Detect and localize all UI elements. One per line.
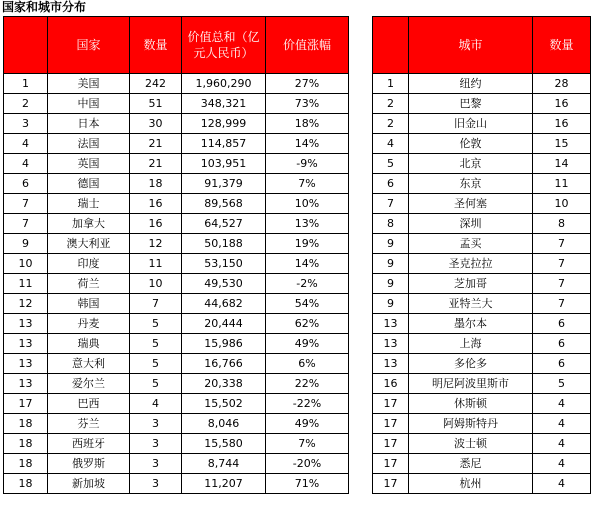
rank-cell: 6 <box>373 174 409 194</box>
header-count: 数量 <box>533 17 591 74</box>
rank-cell: 17 <box>373 414 409 434</box>
total-value-cell: 16,766 <box>182 354 266 374</box>
country-cell: 法国 <box>48 134 130 154</box>
total-value-cell: 15,580 <box>182 434 266 454</box>
country-cell: 印度 <box>48 254 130 274</box>
header-total-value: 价值总和（亿元人民币） <box>182 17 266 74</box>
table-row <box>373 414 591 434</box>
rank-cell: 13 <box>373 354 409 374</box>
country-cell: 德国 <box>48 174 130 194</box>
total-value-cell: 8,046 <box>182 414 266 434</box>
city-distribution-table <box>372 16 591 494</box>
count-cell: 3 <box>130 454 182 474</box>
value-growth-cell: 18% <box>266 114 349 134</box>
country-cell: 西班牙 <box>48 434 130 454</box>
country-table-header <box>4 17 349 74</box>
total-value-cell: 53,150 <box>182 254 266 274</box>
page-title: 国家和城市分布 <box>2 0 87 14</box>
rank-cell: 13 <box>4 334 48 354</box>
count-cell: 5 <box>533 374 591 394</box>
value-growth-cell: 22% <box>266 374 349 394</box>
city-cell: 圣克拉拉 <box>409 254 533 274</box>
country-cell: 俄罗斯 <box>48 454 130 474</box>
table-row <box>373 134 591 154</box>
table-row <box>373 234 591 254</box>
table-row <box>4 254 349 274</box>
count-cell: 18 <box>130 174 182 194</box>
city-cell: 波士顿 <box>409 434 533 454</box>
city-table-header <box>373 17 591 74</box>
value-growth-cell: -20% <box>266 454 349 474</box>
count-cell: 16 <box>533 94 591 114</box>
country-cell: 日本 <box>48 114 130 134</box>
city-cell: 圣何塞 <box>409 194 533 214</box>
city-cell: 亚特兰大 <box>409 294 533 314</box>
count-cell: 6 <box>533 314 591 334</box>
city-cell: 东京 <box>409 174 533 194</box>
table-row <box>4 234 349 254</box>
table-row <box>373 474 591 494</box>
rank-cell: 1 <box>373 74 409 94</box>
table-row <box>373 154 591 174</box>
count-cell: 14 <box>533 154 591 174</box>
rank-cell: 17 <box>373 434 409 454</box>
table-row <box>4 314 349 334</box>
count-cell: 3 <box>130 474 182 494</box>
table-row <box>4 94 349 114</box>
rank-cell: 2 <box>373 114 409 134</box>
value-growth-cell: -2% <box>266 274 349 294</box>
country-cell: 意大利 <box>48 354 130 374</box>
rank-cell: 13 <box>373 334 409 354</box>
count-cell: 7 <box>533 234 591 254</box>
rank-cell: 16 <box>373 374 409 394</box>
table-row <box>373 254 591 274</box>
table-row <box>4 454 349 474</box>
total-value-cell: 103,951 <box>182 154 266 174</box>
city-cell: 纽约 <box>409 74 533 94</box>
header-rank <box>4 17 48 74</box>
total-value-cell: 49,530 <box>182 274 266 294</box>
city-cell: 多伦多 <box>409 354 533 374</box>
table-row <box>373 194 591 214</box>
rank-cell: 13 <box>4 374 48 394</box>
city-cell: 明尼阿波里斯市 <box>409 374 533 394</box>
count-cell: 16 <box>130 214 182 234</box>
table-row <box>4 434 349 454</box>
rank-cell: 12 <box>4 294 48 314</box>
rank-cell: 3 <box>4 114 48 134</box>
total-value-cell: 44,682 <box>182 294 266 314</box>
value-growth-cell: 7% <box>266 174 349 194</box>
rank-cell: 2 <box>373 94 409 114</box>
table-row <box>373 274 591 294</box>
rank-cell: 9 <box>4 234 48 254</box>
rank-cell: 9 <box>373 254 409 274</box>
count-cell: 5 <box>130 334 182 354</box>
table-row <box>4 174 349 194</box>
value-growth-cell: 19% <box>266 234 349 254</box>
rank-cell: 6 <box>4 174 48 194</box>
rank-cell: 5 <box>373 154 409 174</box>
total-value-cell: 89,568 <box>182 194 266 214</box>
table-row <box>4 214 349 234</box>
table-row <box>4 334 349 354</box>
rank-cell: 4 <box>4 154 48 174</box>
table-row <box>373 294 591 314</box>
city-cell: 墨尔本 <box>409 314 533 334</box>
city-cell: 上海 <box>409 334 533 354</box>
rank-cell: 18 <box>4 454 48 474</box>
city-cell: 北京 <box>409 154 533 174</box>
table-row <box>373 174 591 194</box>
rank-cell: 17 <box>373 474 409 494</box>
rank-cell: 10 <box>4 254 48 274</box>
rank-cell: 7 <box>373 194 409 214</box>
count-cell: 51 <box>130 94 182 114</box>
country-distribution-table <box>3 16 349 494</box>
count-cell: 242 <box>130 74 182 94</box>
country-cell: 荷兰 <box>48 274 130 294</box>
header-country: 国家 <box>48 17 130 74</box>
count-cell: 11 <box>533 174 591 194</box>
count-cell: 28 <box>533 74 591 94</box>
table-row <box>4 154 349 174</box>
count-cell: 3 <box>130 434 182 454</box>
total-value-cell: 348,321 <box>182 94 266 114</box>
rank-cell: 13 <box>373 314 409 334</box>
count-cell: 4 <box>533 394 591 414</box>
value-growth-cell: 6% <box>266 354 349 374</box>
country-cell: 瑞典 <box>48 334 130 354</box>
table-row <box>373 114 591 134</box>
count-cell: 10 <box>130 274 182 294</box>
rank-cell: 18 <box>4 434 48 454</box>
city-cell: 悉尼 <box>409 454 533 474</box>
rank-cell: 9 <box>373 294 409 314</box>
total-value-cell: 20,444 <box>182 314 266 334</box>
table-row <box>373 334 591 354</box>
rank-cell: 1 <box>4 74 48 94</box>
rank-cell: 4 <box>4 134 48 154</box>
city-cell: 巴黎 <box>409 94 533 114</box>
value-growth-cell: -9% <box>266 154 349 174</box>
count-cell: 6 <box>533 354 591 374</box>
table-row <box>4 114 349 134</box>
city-cell: 孟买 <box>409 234 533 254</box>
value-growth-cell: -22% <box>266 394 349 414</box>
value-growth-cell: 62% <box>266 314 349 334</box>
value-growth-cell: 14% <box>266 134 349 154</box>
count-cell: 4 <box>130 394 182 414</box>
city-cell: 伦敦 <box>409 134 533 154</box>
total-value-cell: 20,338 <box>182 374 266 394</box>
table-row <box>4 374 349 394</box>
value-growth-cell: 71% <box>266 474 349 494</box>
country-cell: 爱尔兰 <box>48 374 130 394</box>
table-row <box>4 134 349 154</box>
value-growth-cell: 49% <box>266 334 349 354</box>
count-cell: 12 <box>130 234 182 254</box>
count-cell: 21 <box>130 154 182 174</box>
table-row <box>4 74 349 94</box>
count-cell: 5 <box>130 374 182 394</box>
count-cell: 8 <box>533 214 591 234</box>
rank-cell: 11 <box>4 274 48 294</box>
table-row <box>4 194 349 214</box>
header-value-growth: 价值涨幅 <box>266 17 349 74</box>
table-row <box>373 354 591 374</box>
total-value-cell: 50,188 <box>182 234 266 254</box>
count-cell: 21 <box>130 134 182 154</box>
city-cell: 旧金山 <box>409 114 533 134</box>
count-cell: 7 <box>533 254 591 274</box>
count-cell: 4 <box>533 414 591 434</box>
country-cell: 巴西 <box>48 394 130 414</box>
table-row <box>4 354 349 374</box>
value-growth-cell: 73% <box>266 94 349 114</box>
count-cell: 7 <box>533 294 591 314</box>
country-cell: 中国 <box>48 94 130 114</box>
city-cell: 芝加哥 <box>409 274 533 294</box>
total-value-cell: 91,379 <box>182 174 266 194</box>
country-cell: 韩国 <box>48 294 130 314</box>
rank-cell: 17 <box>373 454 409 474</box>
count-cell: 7 <box>533 274 591 294</box>
table-row <box>373 434 591 454</box>
total-value-cell: 128,999 <box>182 114 266 134</box>
value-growth-cell: 49% <box>266 414 349 434</box>
value-growth-cell: 10% <box>266 194 349 214</box>
rank-cell: 8 <box>373 214 409 234</box>
count-cell: 7 <box>130 294 182 314</box>
table-row <box>4 394 349 414</box>
total-value-cell: 15,986 <box>182 334 266 354</box>
table-row <box>373 374 591 394</box>
country-cell: 英国 <box>48 154 130 174</box>
total-value-cell: 8,744 <box>182 454 266 474</box>
value-growth-cell: 27% <box>266 74 349 94</box>
rank-cell: 9 <box>373 274 409 294</box>
rank-cell: 13 <box>4 314 48 334</box>
count-cell: 4 <box>533 474 591 494</box>
rank-cell: 13 <box>4 354 48 374</box>
rank-cell: 17 <box>4 394 48 414</box>
country-cell: 瑞士 <box>48 194 130 214</box>
table-row <box>4 414 349 434</box>
total-value-cell: 1,960,290 <box>182 74 266 94</box>
table-row <box>373 454 591 474</box>
table-row <box>373 214 591 234</box>
country-cell: 丹麦 <box>48 314 130 334</box>
total-value-cell: 11,207 <box>182 474 266 494</box>
table-row <box>373 394 591 414</box>
total-value-cell: 114,857 <box>182 134 266 154</box>
country-cell: 芬兰 <box>48 414 130 434</box>
value-growth-cell: 7% <box>266 434 349 454</box>
rank-cell: 7 <box>4 214 48 234</box>
value-growth-cell: 13% <box>266 214 349 234</box>
count-cell: 3 <box>130 414 182 434</box>
count-cell: 15 <box>533 134 591 154</box>
country-cell: 澳大利亚 <box>48 234 130 254</box>
city-cell: 杭州 <box>409 474 533 494</box>
table-row <box>373 94 591 114</box>
rank-cell: 9 <box>373 234 409 254</box>
table-row <box>373 314 591 334</box>
rank-cell: 17 <box>373 394 409 414</box>
table-row <box>373 74 591 94</box>
city-cell: 深圳 <box>409 214 533 234</box>
count-cell: 10 <box>533 194 591 214</box>
rank-cell: 2 <box>4 94 48 114</box>
rank-cell: 18 <box>4 414 48 434</box>
table-row <box>4 294 349 314</box>
country-cell: 美国 <box>48 74 130 94</box>
count-cell: 5 <box>130 354 182 374</box>
table-row <box>4 474 349 494</box>
count-cell: 4 <box>533 454 591 474</box>
count-cell: 16 <box>533 114 591 134</box>
city-cell: 休斯顿 <box>409 394 533 414</box>
rank-cell: 7 <box>4 194 48 214</box>
count-cell: 4 <box>533 434 591 454</box>
country-cell: 新加坡 <box>48 474 130 494</box>
city-cell: 阿姆斯特丹 <box>409 414 533 434</box>
rank-cell: 4 <box>373 134 409 154</box>
value-growth-cell: 54% <box>266 294 349 314</box>
total-value-cell: 15,502 <box>182 394 266 414</box>
value-growth-cell: 14% <box>266 254 349 274</box>
rank-cell: 18 <box>4 474 48 494</box>
total-value-cell: 64,527 <box>182 214 266 234</box>
country-cell: 加拿大 <box>48 214 130 234</box>
count-cell: 30 <box>130 114 182 134</box>
header-count: 数量 <box>130 17 182 74</box>
count-cell: 5 <box>130 314 182 334</box>
header-city: 城市 <box>409 17 533 74</box>
count-cell: 16 <box>130 194 182 214</box>
count-cell: 11 <box>130 254 182 274</box>
table-row <box>4 274 349 294</box>
header-rank <box>373 17 409 74</box>
count-cell: 6 <box>533 334 591 354</box>
